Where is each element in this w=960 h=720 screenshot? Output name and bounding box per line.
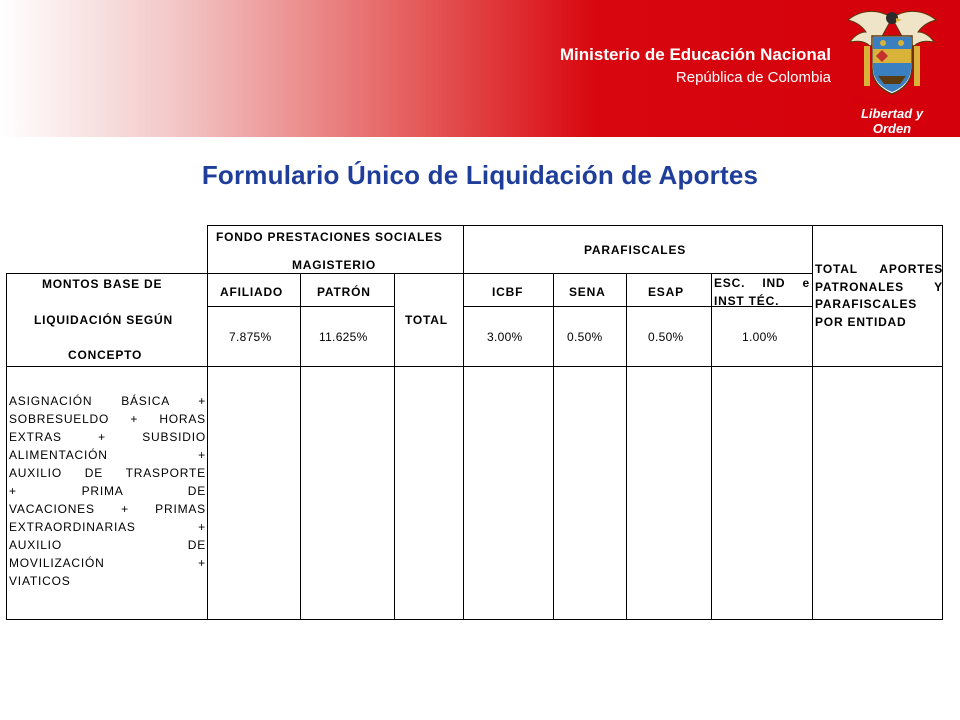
sena-header: SENA [569, 285, 606, 299]
montos-header-line3: CONCEPTO [68, 348, 143, 362]
concept-line: ASIGNACIÓN BÁSICA + [9, 394, 206, 408]
republic-name: República de Colombia [675, 69, 831, 86]
esap-header: ESAP [648, 285, 684, 299]
concept-line: EXTRAS + SUBSIDIO [9, 430, 206, 444]
rate-icbf: 3.00% [487, 330, 523, 344]
rate-afiliado: 7.875% [229, 330, 272, 344]
rate-esap: 0.50% [648, 330, 684, 344]
concept-line: VIATICOS [9, 574, 71, 588]
concept-description [9, 392, 206, 590]
montos-header-line1: MONTOS BASE DE [42, 277, 163, 291]
afiliado-header: AFILIADO [220, 285, 284, 299]
page-title: Formulario Único de Liquidación de Aportes [201, 160, 759, 190]
patron-header: PATRÓN [317, 285, 371, 299]
total-header: TOTAL [405, 313, 448, 327]
rate-patron: 11.625% [319, 330, 368, 344]
total-aportes-line3: PARAFISCALES [815, 297, 918, 311]
concept-line: VACACIONES + PRIMAS [9, 502, 206, 516]
rate-esc: 1.00% [742, 330, 778, 344]
montos-header-line2: LIQUIDACIÓN SEGÚN [34, 313, 173, 327]
concept-line: AUXILIO DE [9, 538, 206, 552]
fondo-header-line1: FONDO PRESTACIONES SOCIALES [216, 230, 443, 244]
total-aportes-line4: POR ENTIDAD [815, 315, 907, 329]
concept-line: SOBRESUELDO + HORAS [9, 412, 206, 426]
concept-line: EXTRAORDINARIAS + [9, 520, 206, 534]
esc-header-line1: ESC. IND e [714, 276, 810, 290]
concept-line: ALIMENTACIÓN + [9, 448, 206, 462]
rate-sena: 0.50% [567, 330, 603, 344]
total-aportes-line2: PATRONALES Y [815, 280, 943, 294]
motto-text: Libertad y Orden [860, 106, 924, 136]
esc-header-line2: INST TÉC. [714, 294, 780, 308]
concept-line: AUXILIO DE TRASPORTE [9, 466, 206, 480]
ministry-name: Ministerio de Educación Nacional [559, 45, 831, 64]
fondo-header-line2: MAGISTERIO [292, 258, 377, 272]
icbf-header: ICBF [492, 285, 524, 299]
parafiscales-header: PARAFISCALES [584, 243, 687, 257]
concept-line: + PRIMA DE [9, 484, 206, 498]
concept-line: MOVILIZACIÓN + [9, 556, 206, 570]
total-aportes-line1: TOTAL APORTES [815, 262, 943, 276]
